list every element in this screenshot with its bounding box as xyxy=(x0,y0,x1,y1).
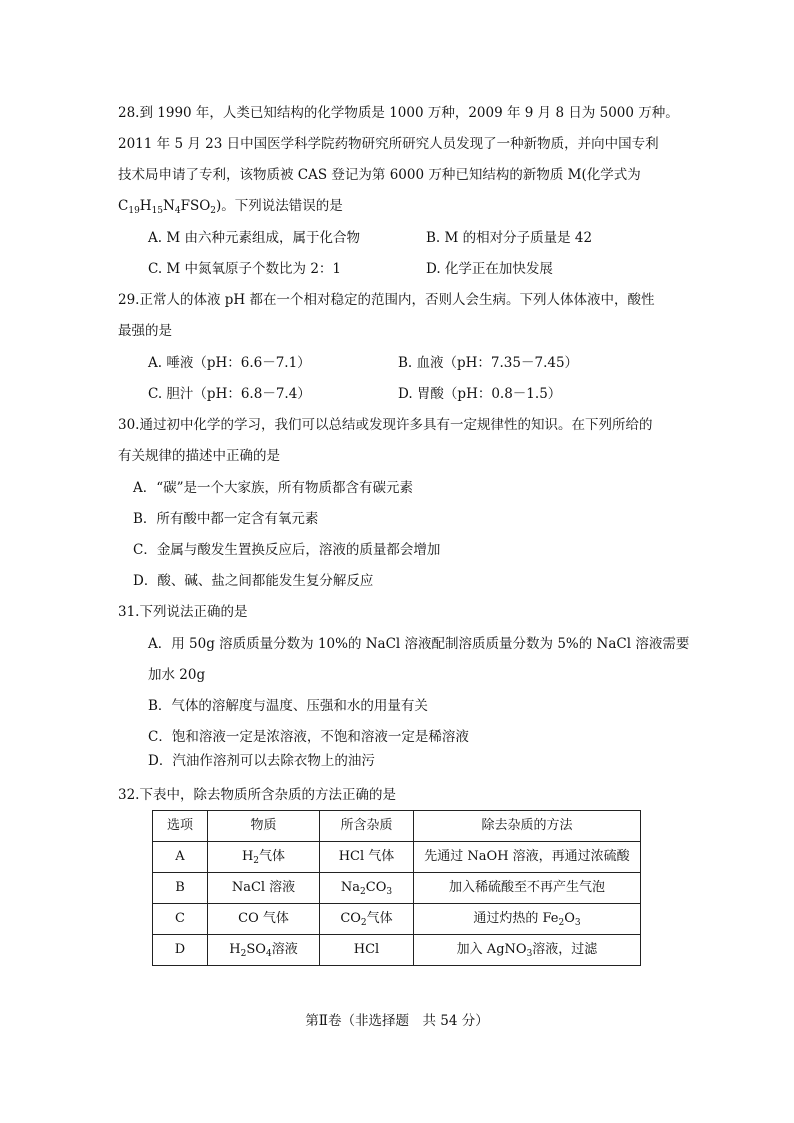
q31-option-d: D．汽油作溶剂可以去除衣物上的油污 xyxy=(148,753,375,769)
table-cell-impurity: $CO_2$气体 xyxy=(320,904,414,935)
q28-option-c: C. M 中氮氧原子个数比为 2：1 xyxy=(148,261,342,277)
table-cell-substance: $H_2SO_4$溶液 xyxy=(208,935,320,966)
table-row xyxy=(153,904,641,935)
table-cell-substance: CO 气体 xyxy=(208,904,320,935)
q29-option-b: B. 血液（pH：7.35－7.45） xyxy=(398,355,579,371)
q30-option-a: A．“碳”是一个大家族，所有物质都含有碳元素 xyxy=(133,480,414,496)
table-row xyxy=(153,842,641,873)
q28-line2: 2011 年 5 月 23 日中国医学科学院药物研究所研究人员发现了一种新物质，并向中国专利 xyxy=(118,136,659,152)
table-header: 选项 xyxy=(153,811,208,842)
q29-option-a: A. 唾液（pH：6.6－7.1） xyxy=(148,355,311,371)
q30-option-c: C．金属与酸发生置换反应后，溶液的质量都会增加 xyxy=(133,542,441,558)
table-header-row xyxy=(153,811,641,842)
table-row xyxy=(153,935,641,966)
q29-line1: 29.正常人的体液 pH 都在一个相对稳定的范围内，否则人会生病。下列人体体液中，酸性 xyxy=(118,292,655,308)
q28-option-d: D. 化学正在加快发展 xyxy=(426,261,553,277)
q30-option-d: D．酸、碱、盐之间都能发生复分解反应 xyxy=(133,573,374,589)
q30-line1: 30.通过初中化学的学习，我们可以总结或发现许多具有一定规律性的知识。在下列所给的 xyxy=(118,417,653,433)
q28-option-b: B. M 的相对分子质量是 42 xyxy=(426,230,593,246)
table-cell-impurity: HCl xyxy=(320,935,414,966)
section-title: 第Ⅱ卷（非选择题 共 54 分） xyxy=(305,1013,489,1029)
q29-line2: 最强的是 xyxy=(118,323,172,339)
q31-option-a-line2: 加水 20g xyxy=(148,667,206,683)
q31-option-a-line1: A．用 50g 溶质质量分数为 10%的 NaCl 溶液配制溶质质量分数为 5%的 NaCl 溶液需要 xyxy=(148,636,690,652)
table-cell-option: B xyxy=(153,873,208,904)
table-cell-method: 加入稀硫酸至不再产生气泡 xyxy=(414,873,641,904)
table-header: 所含杂质 xyxy=(320,811,414,842)
q28-option-a: A. M 由六种元素组成，属于化合物 xyxy=(148,230,360,246)
table-cell-impurity: $Na_2CO_3$ xyxy=(320,873,414,904)
q31-option-b: B．气体的溶解度与温度、压强和水的用量有关 xyxy=(148,698,428,714)
q31-option-c: C．饱和溶液一定是浓溶液，不饱和溶液一定是稀溶液 xyxy=(148,729,469,745)
table-cell-impurity: HCl 气体 xyxy=(320,842,414,873)
q29-option-d: D. 胃酸（pH：0.8－1.5） xyxy=(398,386,562,402)
table-header: 除去杂质的方法 xyxy=(414,811,641,842)
q32-table xyxy=(152,810,641,966)
table-header: 物质 xyxy=(208,811,320,842)
q30-line2: 有关规律的描述中正确的是 xyxy=(118,448,280,464)
q29-option-c: C. 胆汁（pH：6.8－7.4） xyxy=(148,386,311,402)
table-cell-option: D xyxy=(153,935,208,966)
q30-option-b: B．所有酸中都一定含有氧元素 xyxy=(133,511,319,527)
q32-line1: 32.下表中，除去物质所含杂质的方法正确的是 xyxy=(118,787,396,803)
table-row xyxy=(153,873,641,904)
table-cell-substance: NaCl 溶液 xyxy=(208,873,320,904)
table-cell-method: 先通过 NaOH 溶液，再通过浓硫酸 xyxy=(414,842,641,873)
table-cell-substance: $H_2$气体 xyxy=(208,842,320,873)
table-cell-method: 加入 AgNO$_3$溶液，过滤 xyxy=(414,935,641,966)
table-cell-option: A xyxy=(153,842,208,873)
table-cell-option: C xyxy=(153,904,208,935)
q28-line3: 技术局申请了专利，该物质被 CAS 登记为第 6000 万种已知结构的新物质 M(化学式为 xyxy=(118,167,641,183)
q28-formula-line: $C_{19}H_{15}N_4FSO_2$)。下列说法错误的是 xyxy=(118,198,343,216)
table-cell-method: 通过灼热的 $Fe_2O_3$ xyxy=(414,904,641,935)
q31-line1: 31.下列说法正确的是 xyxy=(118,604,248,620)
q28-line1: 28.到 1990 年，人类已知结构的化学物质是 1000 万种，2009 年 9 月 8 日为 5000 万种。 xyxy=(118,105,679,121)
